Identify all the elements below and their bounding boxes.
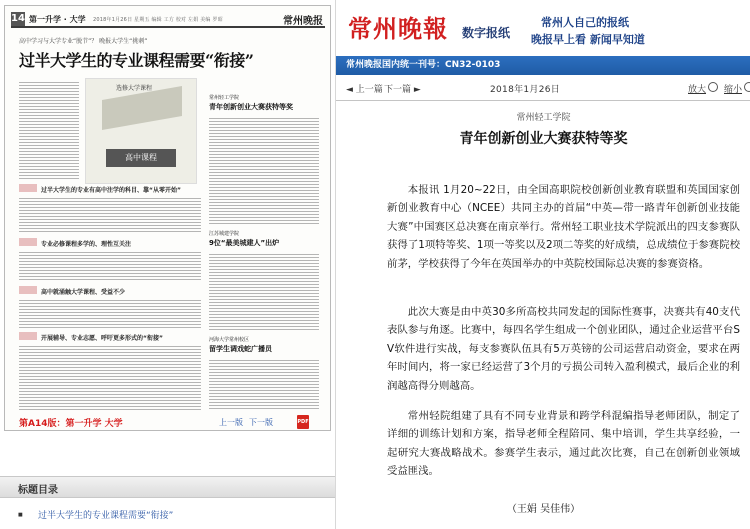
zoom-out-link[interactable]: 缩小 <box>724 85 743 95</box>
article-paragraph: 常州轻院组建了具有不同专业背景和跨学科混编指导老师团队，制定了详细的训练计划和方案，指导老师全程陪同、集中培训，学生共享经验，一起研究大赛战略战术。参赛学生表示，通过此次比赛，自己在创新创业领域受益匪浅。 <box>387 410 740 478</box>
thumbnail-text-block[interactable] <box>19 344 201 410</box>
slogan-line-1: 常州人自己的报纸 <box>541 16 629 29</box>
subhead-tag <box>19 238 37 246</box>
subhead-tag <box>19 286 37 294</box>
thumbnail-text-block[interactable] <box>19 196 201 232</box>
article-body <box>336 102 750 529</box>
thumbnail-text-block[interactable] <box>209 116 319 226</box>
thumbnail-headline[interactable]: 过半大学生的专业课程需要“衔接” <box>19 51 254 70</box>
thumbnail-text-block[interactable] <box>19 80 79 180</box>
side-section-label: 江苏城建学院 <box>209 231 240 237</box>
side-headline[interactable]: 青年创新创业大赛获特等奖 <box>209 103 293 111</box>
side-section-label: 河海大学常州校区 <box>209 337 250 343</box>
page-thumbnail[interactable] <box>4 5 331 431</box>
page-section-label: 第A14版：第一升学 大学 <box>19 419 123 429</box>
thumbnail-page-number: 14 <box>11 13 25 24</box>
digital-edition-label: 数字报纸 <box>462 26 511 40</box>
article-organization: 常州轻工学院 <box>516 113 571 123</box>
side-headline[interactable]: 9位“最美城建人”出炉 <box>209 239 280 247</box>
article-author: （王娟 吴佳伟） <box>506 504 581 515</box>
site-logo[interactable]: 常州晚報 <box>348 14 448 43</box>
next-article-link[interactable]: 下一篇 ► <box>384 85 421 95</box>
thumbnail-subhead: 高中就涌触大学课程、受益不少 <box>41 289 126 296</box>
side-headline[interactable]: 留学生调戏蛇广播员 <box>209 345 272 353</box>
license-bar: 常州晚报国内统一刊号：CN32-0103 <box>336 56 750 75</box>
next-page-link[interactable]: 下一版 <box>249 418 273 427</box>
thumbnail-footer <box>13 416 325 430</box>
article-paragraph: 此次大赛是由中英30多所高校共同发起的国际性赛事，决赛共有40支代表队参与角逐。比赛中，每四名学生组成一个创业团队，通过企业运营平台SV软件进行实战，每支参赛队伍具有5万英镑的公司运营启动资金，要求在两年时间内，将一家已经运营了3个月的亏损公司转入盈利模式，最后企业的利润越高得分则越高。 <box>387 306 740 392</box>
toc-title: 标题目录 <box>18 485 58 496</box>
article-paragraph: 本报讯 1月20~22日，由全国高职院校创新创业教育联盟和英国国家创新创业教育中心（NCEE）共同主办的首届“中英—带一路青年创新创业技能大赛”中国赛区总决赛在南京举行。常州轻工职业技术学院派出的四支参赛队获得了1项特等奖、1项一等奖以及2项二等奖的好成绩，总成绩位于参赛院校前茅，学校获得了今年在英国举办的中英院校国际总决赛的参赛资格。 <box>387 184 740 270</box>
toc-header <box>0 476 335 498</box>
thumbnail-text-block[interactable] <box>209 252 319 332</box>
zoom-in-icon[interactable] <box>708 82 718 92</box>
issue-date: 2018年1月26日 <box>490 85 561 95</box>
article-nav-bar <box>336 75 750 101</box>
prev-page-link[interactable]: 上一版 <box>219 418 243 427</box>
thumbnail-section: 第一升学 · 大学 <box>29 15 86 24</box>
zoom-in-link[interactable]: 放大 <box>688 85 707 95</box>
illustration-roof-shape <box>102 86 182 130</box>
prev-article-link[interactable]: ◄ 上一篇 <box>346 85 383 95</box>
subhead-tag <box>19 184 37 192</box>
thumbnail-kicker: 高中学习与大学专业“脱节”？ 晚报大学生“挑刺” <box>19 38 148 45</box>
slogan-line-2: 晚报早上看 新闻早知道 <box>531 33 645 46</box>
bullet-icon: ■ <box>18 512 23 518</box>
thumbnail-text-block[interactable] <box>19 298 201 328</box>
article-title: 青年创新创业大赛获特等奖 <box>459 131 628 147</box>
thumbnail-text-block[interactable] <box>19 250 201 282</box>
pdf-icon[interactable]: PDF <box>297 415 309 429</box>
thumbnail-illustration[interactable] <box>85 78 197 184</box>
thumbnail-subhead: 过半大学生的专业有高中注学的科目、靠“从零开始” <box>41 187 181 194</box>
thumbnail-paper-logo: 常州晚报 <box>283 16 323 27</box>
thumbnail-date-line: 2018年1月26日 星期五 编辑 工方 校对 左娟 美编 罗昭 <box>93 17 223 23</box>
site-banner <box>336 0 750 56</box>
side-section-label: 常州轻工学院 <box>209 95 240 101</box>
right-panel <box>335 0 750 529</box>
toc-item-link[interactable]: 过半大学生的专业课程需要“衔接” <box>38 511 174 521</box>
thumbnail-text-block[interactable] <box>209 358 319 410</box>
subhead-tag <box>19 332 37 340</box>
thumbnail-header <box>11 12 325 28</box>
thumbnail-subhead: 开展辅导、专业志愿、呼吁更多形式的“衔接” <box>41 335 163 342</box>
left-panel <box>0 0 335 529</box>
illustration-board: 高中课程 <box>106 149 176 167</box>
illustration-caption: 选修大学课程 <box>116 85 153 92</box>
thumbnail-subhead: 专业必修课程多学的、理性互关注 <box>41 241 132 248</box>
zoom-out-icon[interactable] <box>744 82 750 92</box>
